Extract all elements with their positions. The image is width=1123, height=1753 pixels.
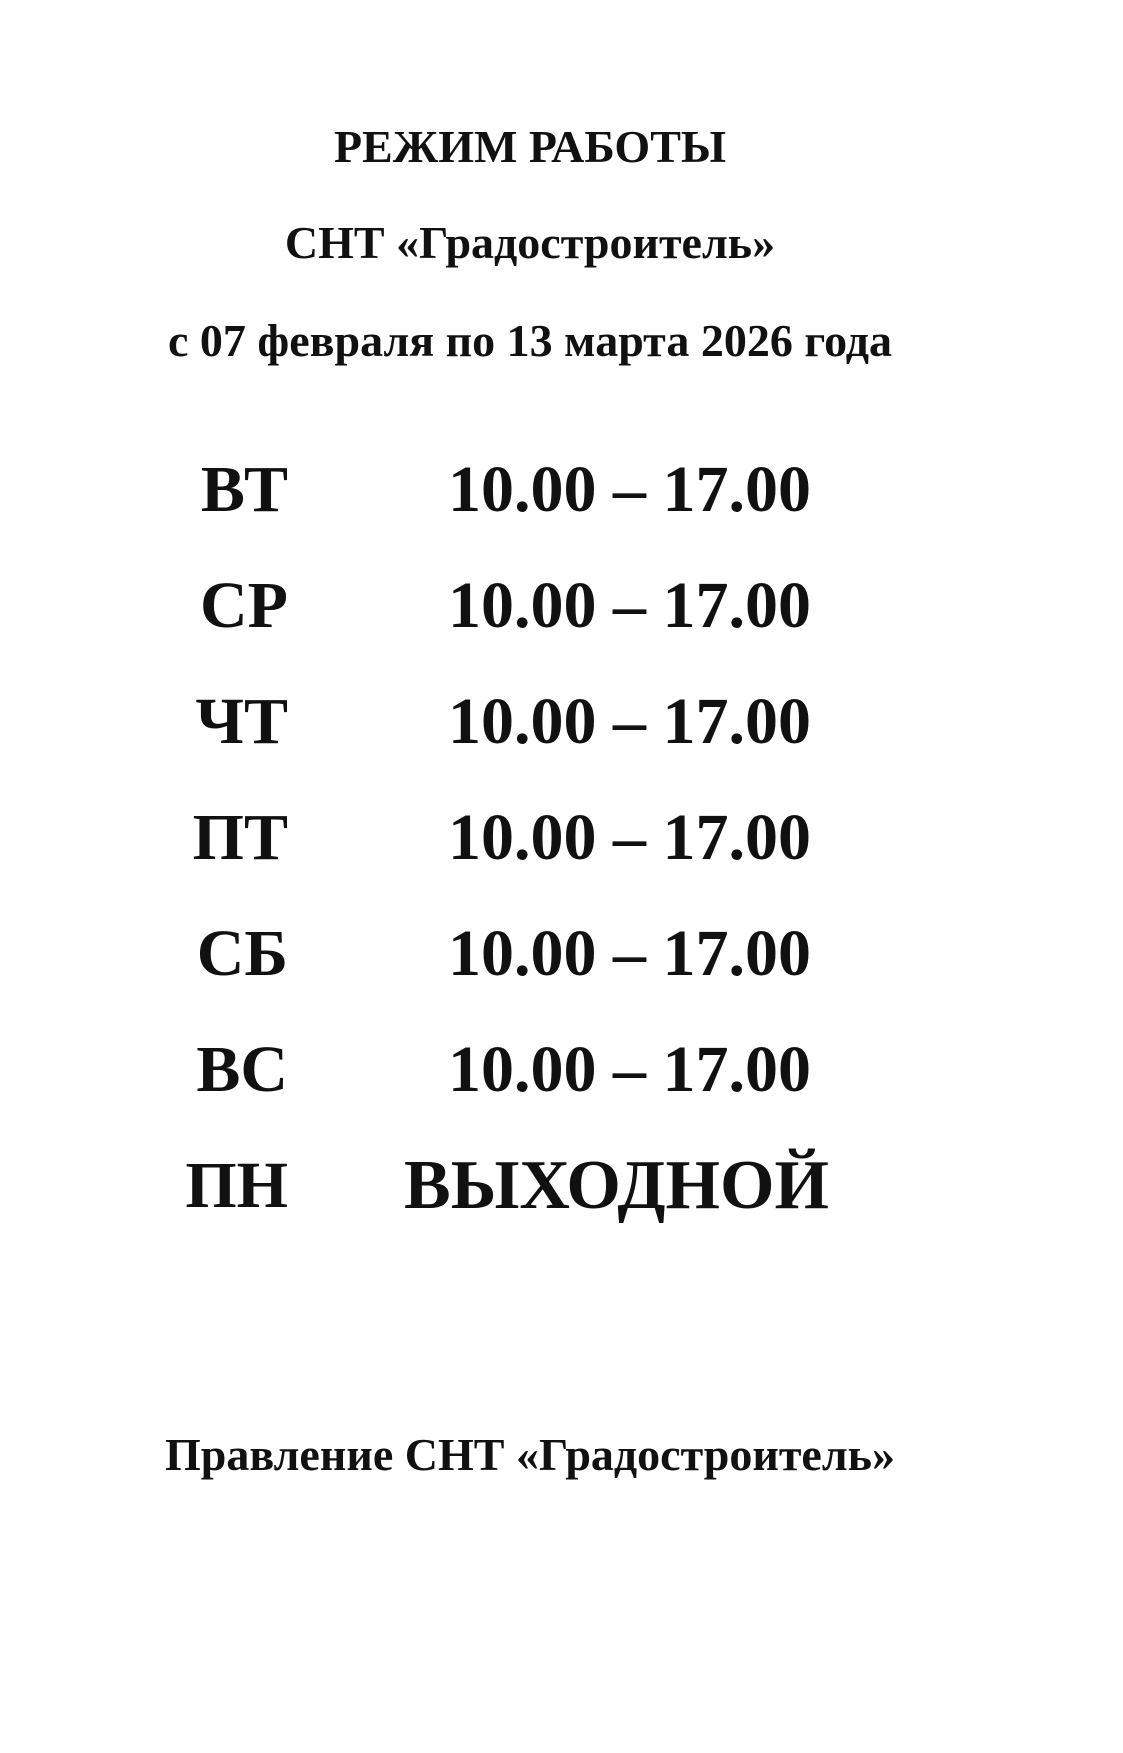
schedule-period: с 07 февраля по 13 марта 2026 года [167,315,893,366]
schedule-row-monday [0,1136,1123,1236]
schedule-row-friday [0,788,1123,888]
day-label: СБ [196,917,288,990]
working-hours: 10.00 – 17.00 [448,917,811,990]
organization-name: СНТ «Градостроитель» [284,217,776,268]
day-label: ВС [196,1033,288,1106]
signature-line: Правление СНТ «Градостроитель» [165,1429,895,1480]
working-hours: 10.00 – 17.00 [448,453,811,526]
schedule-row-thursday [0,672,1123,772]
schedule-row-tuesday [0,440,1123,540]
schedule-row-wednesday [0,556,1123,656]
schedule-row-sunday [0,1020,1123,1120]
working-hours: 10.00 – 17.00 [448,801,811,874]
day-label: ВТ [200,453,288,526]
working-hours: 10.00 – 17.00 [448,569,811,642]
day-label: ЧТ [195,685,288,758]
working-hours: 10.00 – 17.00 [448,1033,811,1106]
day-off-label: ВЫХОДНОЙ [404,1147,829,1224]
day-label: ПН [185,1149,288,1222]
notice-title: РЕЖИМ РАБОТЫ [333,121,727,172]
schedule-row-saturday [0,904,1123,1004]
day-label: ПТ [192,801,288,874]
day-label: СР [200,569,288,642]
working-hours: 10.00 – 17.00 [448,685,811,758]
